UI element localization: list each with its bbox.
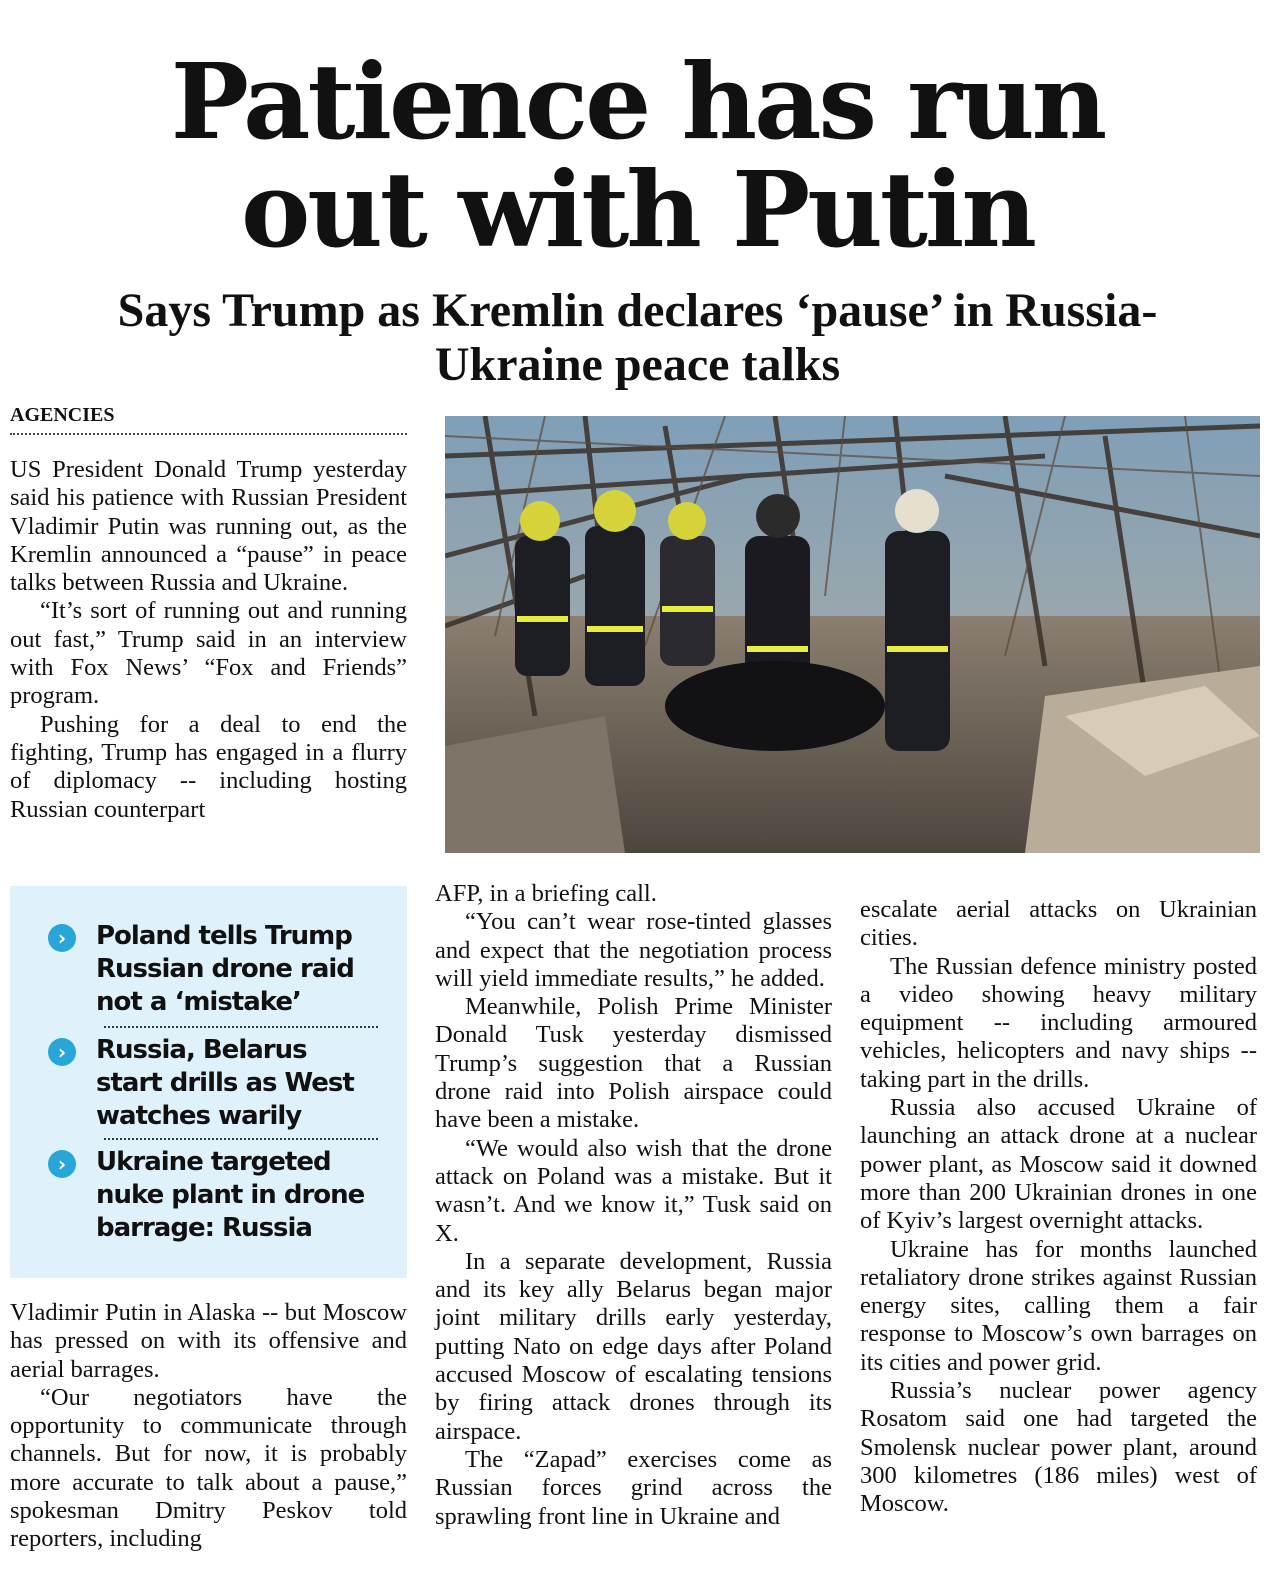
- headline-line-1: Patience has run: [170, 40, 1105, 163]
- chevron-right-icon: ›: [48, 1038, 76, 1066]
- paragraph: Russia’s nuclear power agency Rosatom said one had targeted the Smolensk nuclear power plant, around 300 kilometres (186 miles) west of Moscow.: [860, 1377, 1257, 1518]
- byline: AGENCIES: [10, 404, 407, 435]
- paragraph: Vladimir Putin in Alaska -- but Moscow has pressed on with its offensive and aerial barrages.: [10, 1299, 407, 1383]
- paragraph: “Our negotiators have the opportunity to communicate through channels. But for now, it is probably more accurate to talk about a pause,” spokesman Dmitry Peskov told reporters, including: [10, 1383, 407, 1553]
- divider: [104, 1138, 378, 1140]
- paragraph: “It’s sort of running out and running out fast,” Trump said in an interview with Fox News’ “Fox and Friends” program.: [10, 597, 407, 710]
- highlight-text: Poland tells Trump Russian drone raid not a ‘mistake’: [96, 921, 354, 1017]
- highlight-item: [48, 920, 378, 1019]
- article-column-2: [435, 880, 832, 1531]
- paragraph: The “Zapad” exercises come as Russian forces grind across the sprawling front line in Ukraine and: [435, 1445, 832, 1530]
- paragraph: AFP, in a briefing call.: [435, 880, 657, 907]
- paragraph: US President Donald Trump yesterday said his patience with Russian President Vladimir Putin was running out, as the Kremlin announced a “pause” in peace talks between Russia and Ukraine.: [10, 456, 407, 597]
- chevron-right-icon: ›: [48, 1150, 76, 1178]
- firefighters-carrying-body-bag-photo: [445, 416, 1260, 853]
- highlight-text: Russia, Belarus start drills as West watches warily: [96, 1035, 354, 1131]
- article-column-1-bottom: [10, 1299, 407, 1554]
- paragraph: Meanwhile, Polish Prime Minister Donald Tusk yesterday dismissed Trump’s suggestion that a Russian drone raid into Polish airspace could have been a mistake.: [435, 993, 832, 1134]
- highlight-item: [48, 1146, 378, 1245]
- paragraph: “We would also wish that the drone attack on Poland was a mistake. But it wasn’t. And we know it,” Tusk said on X.: [435, 1134, 832, 1247]
- highlights-box: [10, 886, 407, 1278]
- article-column-1-top: [10, 456, 407, 824]
- highlight-text: Ukraine targeted nuke plant in drone barrage: Russia: [96, 1147, 365, 1243]
- headline-line-2: out with Putin: [240, 148, 1035, 271]
- paragraph: In a separate development, Russia and its key ally Belarus began major joint military drills early yesterday, putting Nato on edge days after Poland accused Moscow of escalating tensions by firing attack drones through its airspace.: [435, 1247, 832, 1445]
- news-photo: [445, 416, 1260, 853]
- paragraph: The Russian defence ministry posted a video showing heavy military equipment -- including armoured vehicles, helicopters and navy ships -- taking part in the drills.: [860, 952, 1257, 1093]
- subheadline: Says Trump as Kremlin declares ‘pause’ in Russia-Ukraine peace talks: [117, 284, 1158, 391]
- article-column-3: [860, 896, 1257, 1519]
- paragraph: Russia also accused Ukraine of launching an attack drone at a nuclear power plant, as Moscow said it downed more than 200 Ukrainian drones in one of Kyiv’s largest overnight attacks.: [860, 1094, 1257, 1235]
- highlight-item: [48, 1034, 378, 1133]
- chevron-right-icon: ›: [48, 924, 76, 952]
- paragraph: Pushing for a deal to end the fighting, Trump has engaged in a flurry of diplomacy -- including hosting Russian counterpart: [10, 710, 407, 823]
- paragraph: Ukraine has for months launched retaliatory drone strikes against Russian energy sites, calling them a fair response to Moscow’s own barrages on its cities and power grid.: [860, 1235, 1257, 1376]
- paragraph: “You can’t wear rose-tinted glasses and expect that the negotiation process will yield immediate results,” he added.: [435, 908, 832, 992]
- paragraph: escalate aerial attacks on Ukrainian cities.: [860, 896, 1257, 952]
- headline: [0, 40, 1275, 271]
- divider: [104, 1026, 378, 1028]
